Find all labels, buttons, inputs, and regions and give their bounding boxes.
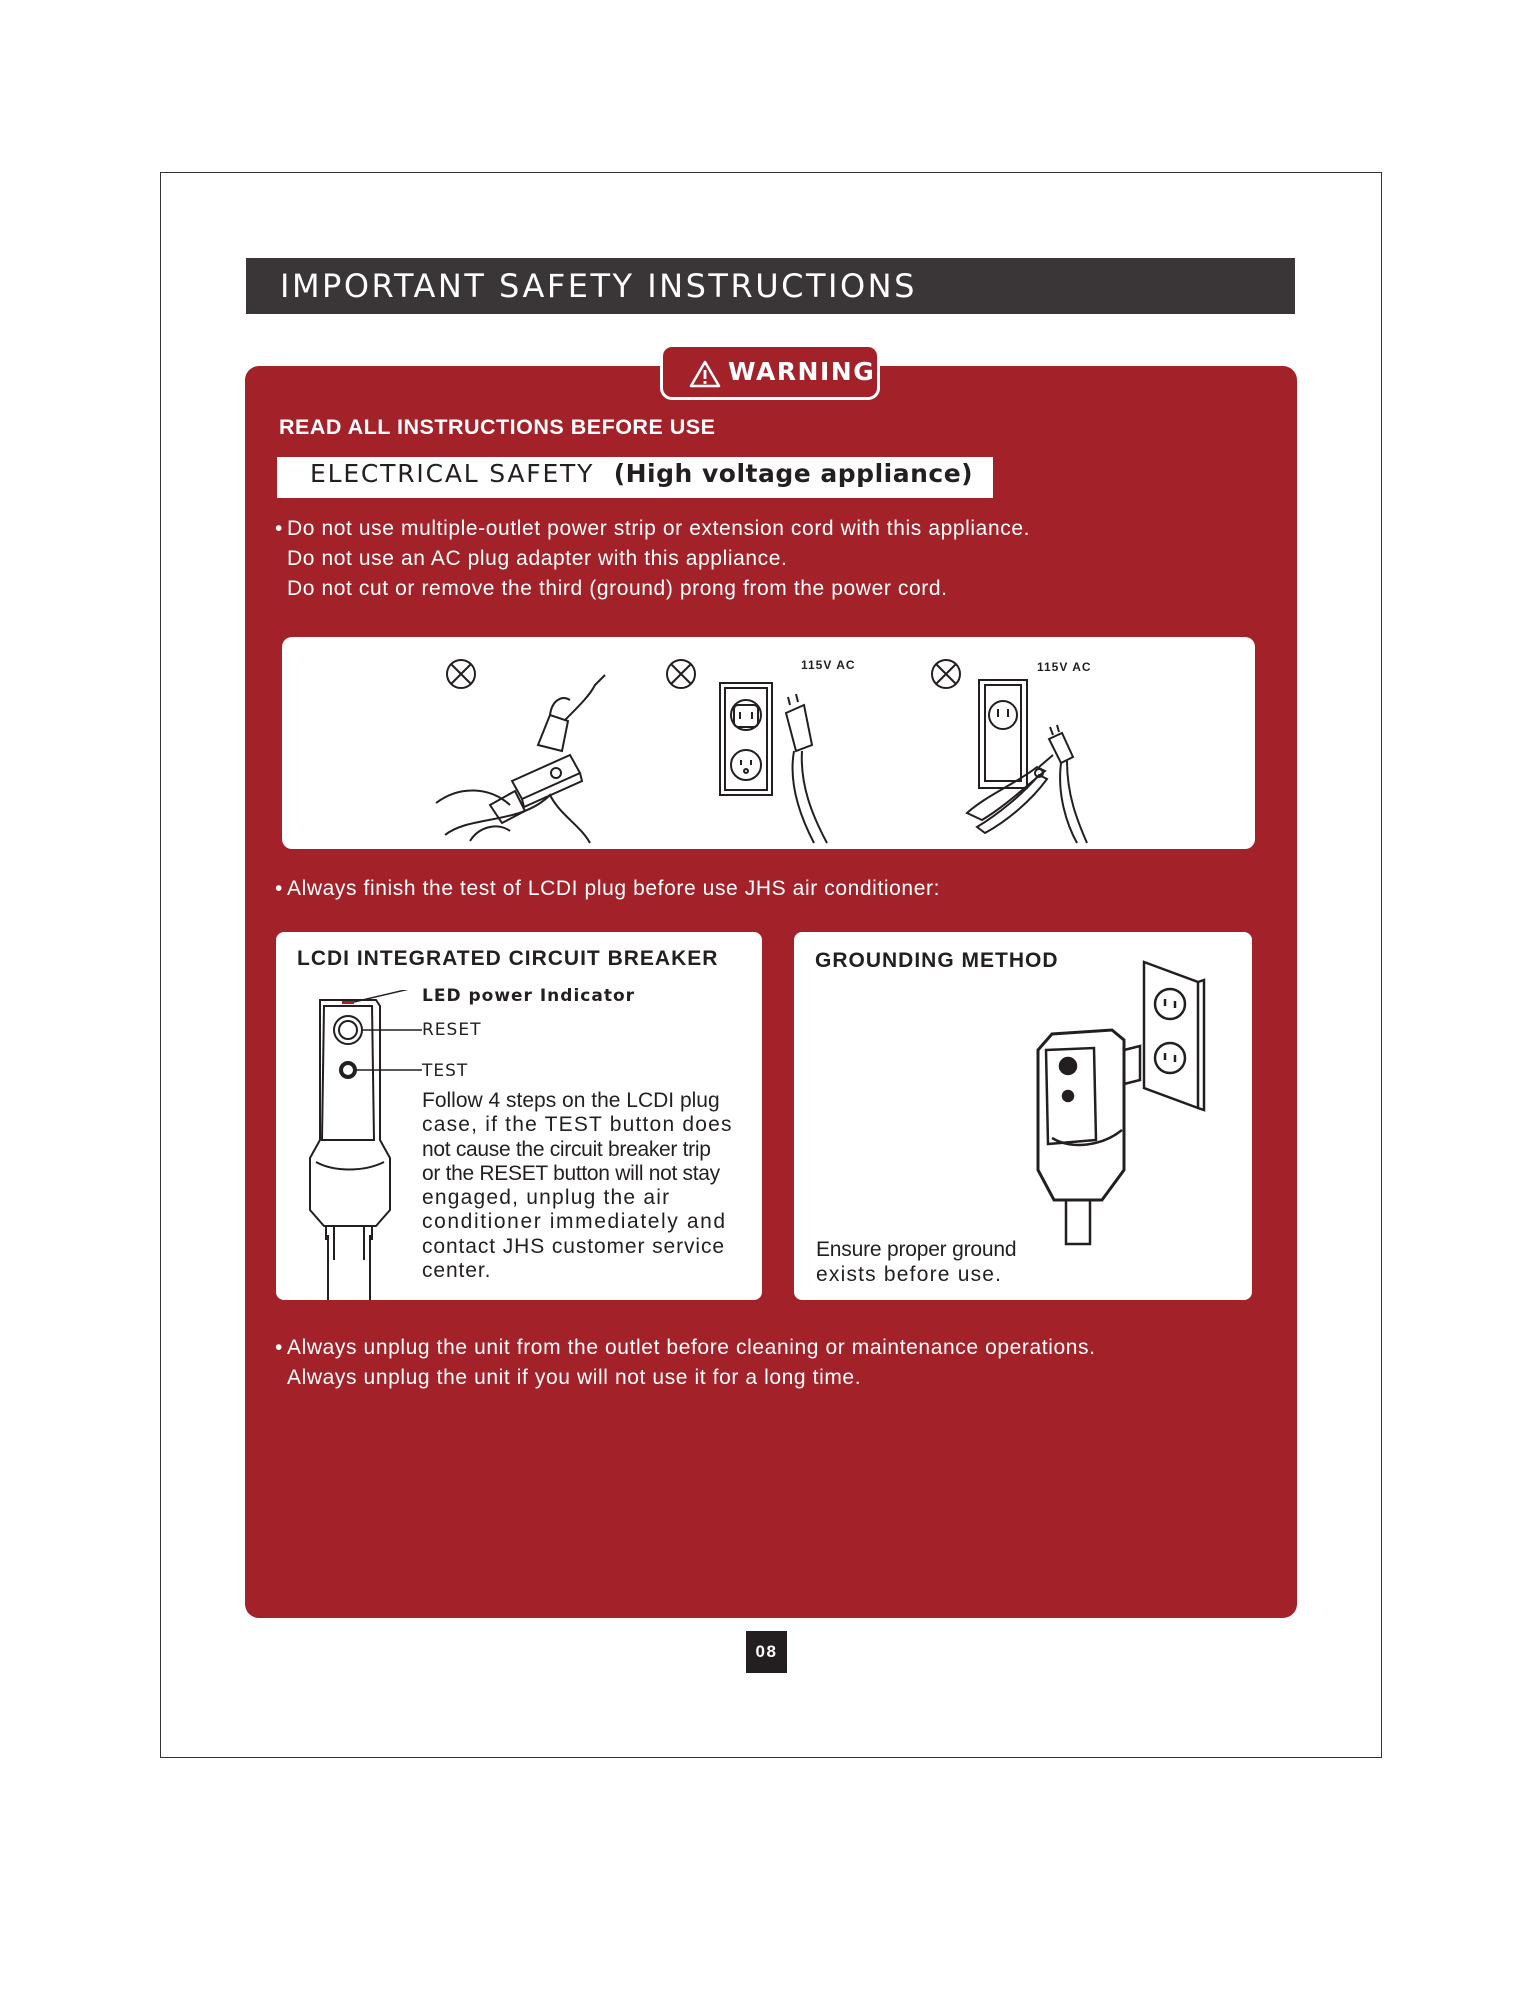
page-title: IMPORTANT SAFETY INSTRUCTIONS [280, 267, 917, 305]
electrical-safety-heading [277, 457, 993, 498]
lcdi-box [276, 932, 762, 1300]
electrical-title-sub: (High voltage appliance) [613, 459, 974, 488]
description-line: conditioner immediately and [422, 1210, 727, 1234]
description-line: exists before use. [816, 1263, 1003, 1286]
warning-label: WARNING [728, 357, 876, 386]
description-line: contact JHS customer service [422, 1234, 725, 1258]
grounding-description [816, 1237, 1016, 1287]
description-line: Follow 4 steps on the LCDI plug [422, 1089, 720, 1112]
description-line: not cause the circuit breaker trip [422, 1137, 711, 1161]
warning-triangle-icon [689, 360, 721, 388]
voltage-label-2: 115V AC [1037, 660, 1092, 674]
description-line: engaged, unplug the air [422, 1186, 671, 1210]
electrical-bullet-list: • Do not use multiple-outlet power strip or extension cord with this appliance. Do not use an AC plug adapter with this appliance. Do not cut or remove the third (ground) prong from the power cord. [275, 517, 1031, 600]
lcdi-description [422, 1089, 733, 1283]
grounding-box [794, 932, 1252, 1300]
description-line: or the RESET button will not stay [422, 1161, 720, 1185]
description-line: center. [422, 1259, 492, 1283]
power-strip-illustration [430, 655, 610, 845]
plug-adapter-illustration [662, 655, 862, 845]
bullet-line: Always unplug the unit from the outlet before cleaning or maintenance operations. [287, 1336, 1096, 1359]
bullet-line: Do not use an AC plug adapter with this appliance. [287, 547, 788, 570]
voltage-label-1: 115V AC [801, 658, 856, 672]
bullet-line: Do not cut or remove the third (ground) prong from the power cord. [287, 577, 948, 600]
bullet-line: Do not use multiple-outlet power strip or extension cord with this appliance. [287, 517, 1031, 540]
lcdi-title: LCDI INTEGRATED CIRCUIT BREAKER [297, 947, 719, 970]
test-label: TEST [422, 1061, 469, 1081]
grounding-title: GROUNDING METHOD [815, 949, 1059, 972]
illustration-panel [282, 637, 1255, 849]
led-indicator-label: LED power Indicator [422, 986, 636, 1006]
warning-tab [660, 344, 880, 400]
description-line: Ensure proper ground [816, 1238, 1017, 1261]
page-title-bar [246, 258, 1295, 314]
bullet-line: Always unplug the unit if you will not use it for a long time. [287, 1366, 862, 1389]
unplug-bullet: • Always unplug the unit from the outlet before cleaning or maintenance operations. Always unplug the unit if you will not use it for a long time. [275, 1336, 1096, 1389]
electrical-title-main: ELECTRICAL SAFETY [310, 459, 595, 488]
bullet-line: Always finish the test of LCDI plug before use JHS air conditioner: [287, 877, 941, 900]
cut-ground-prong-illustration [927, 655, 1127, 845]
description-line: case, if the TEST button does [422, 1113, 733, 1137]
read-all-heading: READ ALL INSTRUCTIONS BEFORE USE [279, 415, 716, 439]
reset-label: RESET [422, 1020, 482, 1040]
grounded-outlet-illustration [1032, 960, 1248, 1260]
page-number: 08 [746, 1631, 787, 1673]
lcdi-plug-illustration [294, 990, 434, 1300]
lcdi-bullet: • Always finish the test of LCDI plug before use JHS air conditioner: [275, 877, 941, 900]
